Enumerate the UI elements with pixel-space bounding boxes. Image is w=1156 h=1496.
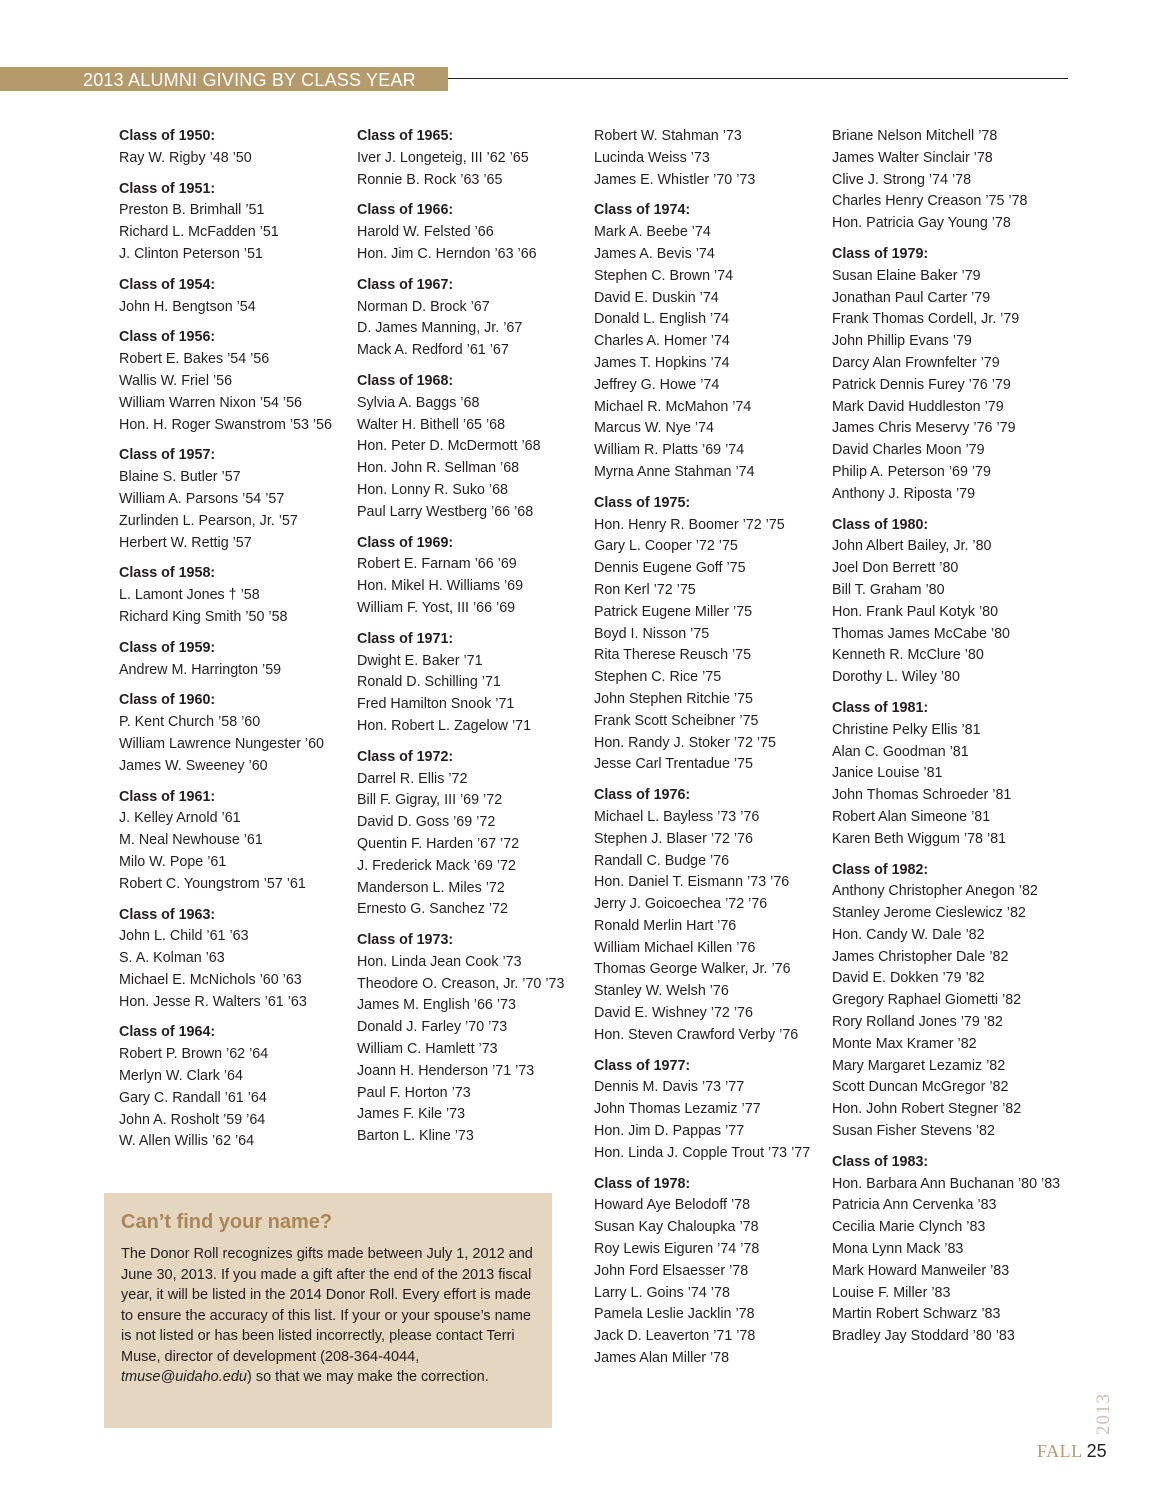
donor-name: John Phillip Evans ’79	[832, 333, 972, 350]
donor-name: Gregory Raphael Giometti ’82	[832, 992, 1022, 1009]
class-year-heading: Class of 1982:	[832, 861, 929, 878]
class-year-group	[119, 445, 351, 554]
donor-name: Preston B. Brimhall ’51	[119, 202, 265, 219]
donor-name: Hon. John Robert Stegner ’82	[832, 1101, 1022, 1118]
class-year-group	[119, 690, 351, 777]
donor-name: James T. Hopkins ’74	[594, 354, 730, 371]
donor-name: Gary C. Randall ’61 ’64	[119, 1089, 267, 1106]
donor-name: Pamela Leslie Jacklin ’78	[594, 1306, 755, 1323]
class-year-group	[357, 200, 589, 265]
donor-name: Ronald Merlin Hart ’76	[594, 917, 737, 934]
donor-name: James E. Whistler ’70 ’73	[594, 171, 756, 188]
callout-body-text: The Donor Roll recognizes gifts made between July 1, 2012 and June 30, 2013. If you made a gift after the end of the 2013 fiscal year, it will be listed in the 2014 Donor Roll. Every effort is made to ensure the accuracy of this list. If your or your spouse’s name is not listed or has been listed incorrectly, please contact Terri Muse, director of development (208-364-4044,	[121, 1246, 533, 1365]
donor-name: Dorothy L. Wiley ’80	[832, 669, 960, 686]
donor-name: Robert P. Brown ’62 ’64	[119, 1046, 269, 1063]
donor-name: Susan Kay Chaloupka ’78	[594, 1219, 759, 1236]
class-year-heading: Class of 1981:	[832, 699, 929, 716]
donor-name: Ray W. Rigby ’48 ’50	[119, 149, 252, 166]
donor-name: Charles Henry Creason ’75 ’78	[832, 193, 1028, 210]
class-year-heading: Class of 1951:	[119, 180, 216, 197]
class-year-group	[119, 126, 351, 170]
class-year-heading: Class of 1963:	[119, 906, 216, 923]
donor-name: J. Kelley Arnold ’61	[119, 810, 241, 827]
donor-name: Mark Howard Manweiler ’83	[832, 1262, 1010, 1279]
donor-name: Richard King Smith ’50 ’58	[119, 608, 288, 625]
donor-name: Mary Margaret Lezamiz ’82	[832, 1057, 1006, 1074]
donor-name: William F. Yost, III ’66 ’69	[357, 599, 516, 616]
donor-name: Bill T. Graham ’80	[832, 581, 945, 598]
donor-name: Dennis M. Davis ’73 ’77	[594, 1079, 745, 1096]
donor-name: J. Frederick Mack ’69 ’72	[357, 857, 516, 874]
donor-column-4	[832, 126, 1064, 1357]
donor-name: Donald J. Farley ’70 ’73	[357, 1019, 508, 1036]
class-year-heading: Class of 1971:	[357, 630, 454, 647]
class-year-group	[594, 1174, 826, 1370]
donor-name: Monte Max Kramer ’82	[832, 1035, 977, 1052]
header-rule	[448, 78, 1068, 79]
donor-name: David E. Duskin ’74	[594, 289, 719, 306]
page-number: 25	[1086, 1441, 1107, 1461]
class-year-group	[832, 860, 1064, 1143]
donor-name: James Chris Meservy ’76 ’79	[832, 420, 1016, 437]
donor-name: Briane Nelson Mitchell ’78	[832, 128, 998, 144]
donor-name: Kenneth R. McClure ’80	[832, 647, 984, 664]
donor-name: Cecilia Marie Clynch ’83	[832, 1219, 986, 1236]
donor-name: Jerry J. Goicoechea ’72 ’76	[594, 896, 768, 913]
donor-name: Walter H. Bithell ’65 ’68	[357, 416, 506, 433]
class-year-group	[594, 785, 826, 1047]
donor-name: John Albert Bailey, Jr. ’80	[832, 538, 992, 555]
class-year-group	[357, 371, 589, 524]
donor-name: Martin Robert Schwarz ’83	[832, 1306, 1001, 1323]
donor-name: Hon. Steven Crawford Verby ’76	[594, 1026, 799, 1043]
issue-year: 2013	[1093, 1393, 1114, 1435]
donor-name: Karen Beth Wiggum ’78 ’81	[832, 830, 1007, 847]
donor-name: William Lawrence Nungester ’60	[119, 735, 325, 752]
callout-body	[121, 1244, 536, 1388]
donor-name: Hon. Randy J. Stoker ’72 ’75	[594, 734, 776, 751]
donor-name: John Thomas Lezamiz ’77	[594, 1101, 761, 1118]
donor-name: Thomas George Walker, Jr. ’76	[594, 961, 791, 978]
donor-name: Quentin F. Harden ’67 ’72	[357, 835, 520, 852]
donor-name: William Warren Nixon ’54 ’56	[119, 394, 302, 411]
class-year-group	[832, 1152, 1064, 1348]
donor-name: Robert C. Youngstrom ’57 ’61	[119, 875, 306, 892]
donor-name: Hon. H. Roger Swanstrom ’53 ’56	[119, 416, 332, 433]
class-year-heading: Class of 1961:	[119, 788, 216, 805]
donor-name: Thomas James McCabe ’80	[832, 625, 1010, 642]
callout-body-text-end: ) so that we may make the correction.	[246, 1369, 489, 1385]
class-year-group	[357, 747, 589, 921]
class-year-heading: Class of 1958:	[119, 565, 216, 582]
class-year-heading: Class of 1973:	[357, 932, 454, 949]
class-year-heading: Class of 1967:	[357, 276, 454, 293]
donor-name: Mark A. Beebe ’74	[594, 224, 711, 241]
donor-name: Roy Lewis Eiguren ’74 ’78	[594, 1241, 760, 1258]
donor-name: Sylvia A. Baggs ’68	[357, 394, 480, 411]
donor-name: James Christopher Dale ’82	[832, 948, 1009, 965]
class-year-heading: Class of 1969:	[357, 534, 454, 551]
donor-name: Robert E. Farnam ’66 ’69	[357, 556, 517, 573]
donor-name: Jonathan Paul Carter ’79	[832, 289, 991, 306]
donor-name: Anthony J. Riposta ’79	[832, 485, 976, 502]
donor-name: L. Lamont Jones † ’58	[119, 587, 260, 604]
donor-name: Robert E. Bakes ’54 ’56	[119, 351, 270, 368]
donor-name: John Ford Elsaesser ’78	[594, 1262, 749, 1279]
donor-name: Wallis W. Friel ’56	[119, 372, 233, 389]
donor-name: Ronald D. Schilling ’71	[357, 674, 501, 691]
donor-name: M. Neal Newhouse ’61	[119, 832, 263, 849]
donor-name: Merlyn W. Clark ’64	[119, 1068, 243, 1085]
donor-name: Michael L. Bayless ’73 ’76	[594, 808, 760, 825]
donor-name: Bradley Jay Stoddard ’80 ’83	[832, 1328, 1015, 1345]
donor-name: Gary L. Cooper ’72 ’75	[594, 538, 738, 555]
donor-name: John Thomas Schroeder ’81	[832, 787, 1012, 804]
class-year-group	[119, 1022, 351, 1153]
section-title: 2013 ALUMNI GIVING BY CLASS YEAR	[83, 70, 416, 90]
donor-name: William A. Parsons ’54 ’57	[119, 490, 285, 507]
class-year-group	[119, 179, 351, 266]
donor-name: William Michael Killen ’76	[594, 939, 756, 956]
class-year-group	[832, 698, 1064, 851]
donor-name: David E. Dokken ’79 ’82	[832, 970, 985, 987]
donor-name: William R. Platts ’69 ’74	[594, 442, 745, 459]
class-year-heading: Class of 1974:	[594, 202, 691, 219]
donor-name: David E. Wishney ’72 ’76	[594, 1005, 753, 1022]
class-year-group	[357, 126, 589, 191]
donor-name: David Charles Moon ’79	[832, 442, 985, 459]
class-year-heading: Class of 1960:	[119, 692, 216, 709]
class-year-heading: Class of 1966:	[357, 202, 454, 219]
donor-name: Christine Pelky Ellis ’81	[832, 721, 981, 738]
donor-name: Andrew M. Harrington ’59	[119, 661, 282, 678]
donor-column-3	[594, 126, 826, 1379]
class-year-group	[594, 493, 826, 776]
donor-name: Paul Larry Westberg ’66 ’68	[357, 503, 534, 520]
donor-name: Randall C. Budge ’76	[594, 852, 730, 869]
donor-name: Ronnie B. Rock ’63 ’65	[357, 171, 503, 188]
donor-name: Boyd I. Nisson ’75	[594, 625, 710, 642]
donor-name: Clive J. Strong ’74 ’78	[832, 171, 972, 188]
donor-column-1	[119, 126, 351, 1162]
page-folio	[1037, 1440, 1107, 1462]
donor-name: Theodore O. Creason, Jr. ’70 ’73	[357, 975, 565, 992]
donor-name: Paul F. Horton ’73	[357, 1084, 471, 1101]
donor-name: Rita Therese Reusch ’75	[594, 647, 752, 664]
class-year-heading: Class of 1976:	[594, 787, 691, 804]
donor-name: Frank Thomas Cordell, Jr. ’79	[832, 311, 1020, 328]
donor-name: Hon. Candy W. Dale ’82	[832, 926, 985, 943]
donor-name: Robert W. Stahman ’73	[594, 128, 742, 144]
donor-name: Barton L. Kline ’73	[357, 1128, 474, 1145]
donor-name: Janice Louise ’81	[832, 765, 943, 782]
class-year-group	[594, 126, 826, 191]
donor-name: James F. Kile ’73	[357, 1106, 466, 1123]
class-year-group	[594, 1056, 826, 1165]
donor-name: Michael E. McNichols ’60 ’63	[119, 971, 302, 988]
class-year-group	[832, 126, 1064, 235]
donor-name: Dwight E. Baker ’71	[357, 652, 483, 669]
class-year-heading: Class of 1954:	[119, 276, 216, 293]
class-year-heading: Class of 1980:	[832, 516, 929, 533]
donor-name: Susan Elaine Baker ’79	[832, 267, 981, 284]
donor-name: Ron Kerl ’72 ’75	[594, 581, 696, 598]
donor-name: Bill F. Gigray, III ’69 ’72	[357, 792, 503, 809]
donor-name: Milo W. Pope ’61	[119, 853, 227, 870]
donor-name: Stanley Jerome Cieslewicz ’82	[832, 905, 1026, 922]
donor-name: Robert Alan Simeone ’81	[832, 808, 991, 825]
donor-name: Jack D. Leaverton ’71 ’78	[594, 1328, 756, 1345]
donor-name: Herbert W. Rettig ’57	[119, 534, 252, 551]
donor-name: Hon. Linda J. Copple Trout ’73 ’77	[594, 1144, 811, 1161]
donor-name: Larry L. Goins ’74 ’78	[594, 1284, 730, 1301]
class-year-heading: Class of 1978:	[594, 1175, 691, 1192]
donor-name: Myrna Anne Stahman ’74	[594, 463, 755, 480]
cant-find-name-callout	[104, 1193, 552, 1428]
donor-name: Stephen C. Brown ’74	[594, 267, 734, 284]
class-year-heading: Class of 1977:	[594, 1057, 691, 1074]
donor-name: Manderson L. Miles ’72	[357, 879, 505, 896]
class-year-heading: Class of 1972:	[357, 748, 454, 765]
class-year-heading: Class of 1964:	[119, 1024, 216, 1041]
donor-name: Jesse Carl Trentadue ’75	[594, 756, 753, 773]
class-year-heading: Class of 1956:	[119, 329, 216, 346]
donor-name: Donald L. English ’74	[594, 311, 730, 328]
donor-name: Hon. John R. Sellman ’68	[357, 460, 520, 477]
donor-name: Hon. Jim D. Pappas ’77	[594, 1123, 745, 1140]
donor-name: Anthony Christopher Anegon ’82	[832, 883, 1038, 900]
donor-column-2	[357, 126, 589, 1157]
donor-name: Scott Duncan McGregor ’82	[832, 1079, 1009, 1096]
donor-name: Dennis Eugene Goff ’75	[594, 560, 746, 577]
donor-name: Hon. Robert L. Zagelow ’71	[357, 717, 532, 734]
donor-name: Joel Don Berrett ’80	[832, 560, 959, 577]
donor-name: Hon. Daniel T. Eismann ’73 ’76	[594, 874, 790, 891]
donor-name: Howard Aye Belodoff ’78	[594, 1197, 751, 1214]
donor-name: D. James Manning, Jr. ’67	[357, 320, 523, 337]
donor-name: Joann H. Henderson ’71 ’73	[357, 1062, 535, 1079]
donor-name: Louise F. Miller ’83	[832, 1284, 951, 1301]
callout-title: Can’t find your name?	[121, 1211, 333, 1233]
donor-name: Hon. Lonny R. Suko ’68	[357, 481, 509, 498]
class-year-group	[119, 905, 351, 1014]
donor-name: Hon. Peter D. McDermott ’68	[357, 438, 541, 455]
donor-name: Hon. Jesse R. Walters ’61 ’63	[119, 993, 307, 1010]
donor-name: Hon. Patricia Gay Young ’78	[832, 215, 1011, 232]
donor-name: Richard L. McFadden ’51	[119, 224, 279, 241]
class-year-group	[357, 275, 589, 362]
donor-name: Hon. Henry R. Boomer ’72 ’75	[594, 516, 785, 533]
donor-name: Fred Hamilton Snook ’71	[357, 696, 515, 713]
donor-name: P. Kent Church ’58 ’60	[119, 714, 261, 731]
donor-name: Mack A. Redford ’61 ’67	[357, 342, 509, 359]
donor-name: Zurlinden L. Pearson, Jr. ’57	[119, 512, 298, 529]
class-year-heading: Class of 1957:	[119, 447, 216, 464]
donor-name: Susan Fisher Stevens ’82	[832, 1123, 995, 1140]
donor-name: Ernesto G. Sanchez ’72	[357, 901, 508, 918]
donor-name: John A. Rosholt ’59 ’64	[119, 1111, 266, 1128]
contact-email-link[interactable]: tmuse@uidaho.edu	[121, 1369, 247, 1385]
donor-name: James A. Bevis ’74	[594, 245, 715, 262]
donor-name: Frank Scott Scheibner ’75	[594, 712, 759, 729]
donor-name: Lucinda Weiss ’73	[594, 149, 710, 166]
donor-name: Stanley W. Welsh ’76	[594, 983, 729, 1000]
donor-name: Patricia Ann Cervenka ’83	[832, 1197, 997, 1214]
donor-name: Mark David Huddleston ’79	[832, 398, 1004, 415]
donor-name: Stephen J. Blaser ’72 ’76	[594, 830, 753, 847]
class-year-group	[357, 629, 589, 738]
donor-name: J. Clinton Peterson ’51	[119, 245, 263, 262]
donor-name: Alan C. Goodman ’81	[832, 743, 969, 760]
class-year-group	[119, 563, 351, 628]
donor-name: John Stephen Ritchie ’75	[594, 690, 753, 707]
donor-name: Marcus W. Nye ’74	[594, 420, 714, 437]
donor-name: James Walter Sinclair ’78	[832, 149, 993, 166]
donor-name: Hon. Jim C. Herndon ’63 ’66	[357, 245, 537, 262]
donor-name: William C. Hamlett ’73	[357, 1041, 498, 1058]
issue-season: FALL	[1037, 1441, 1083, 1461]
donor-name: John L. Child ’61 ’63	[119, 928, 249, 945]
donor-name: Hon. Barbara Ann Buchanan ’80 ’83	[832, 1175, 1061, 1192]
class-year-group	[357, 930, 589, 1148]
class-year-group	[119, 327, 351, 436]
donor-name: Patrick Dennis Furey ’76 ’79	[832, 376, 1011, 393]
donor-name: James Alan Miller ’78	[594, 1350, 730, 1367]
class-year-heading: Class of 1950:	[119, 128, 216, 144]
class-year-heading: Class of 1965:	[357, 128, 454, 144]
class-year-heading: Class of 1959:	[119, 639, 216, 656]
donor-name: Patrick Eugene Miller ’75	[594, 603, 753, 620]
donor-name: John H. Bengtson ’54	[119, 298, 256, 315]
donor-name: Hon. Mikel H. Williams ’69	[357, 578, 524, 595]
donor-name: Hon. Frank Paul Kotyk ’80	[832, 603, 999, 620]
donor-name: Michael R. McMahon ’74	[594, 398, 752, 415]
donor-name: Darcy Alan Frownfelter ’79	[832, 354, 1000, 371]
donor-name: Charles A. Homer ’74	[594, 333, 730, 350]
class-year-group	[832, 515, 1064, 689]
class-year-heading: Class of 1983:	[832, 1153, 929, 1170]
class-year-heading: Class of 1968:	[357, 372, 454, 389]
donor-name: Mona Lynn Mack ’83	[832, 1241, 964, 1258]
class-year-group	[832, 244, 1064, 506]
class-year-group	[594, 200, 826, 483]
class-year-heading: Class of 1979:	[832, 245, 929, 262]
donor-name: Philip A. Peterson ’69 ’79	[832, 463, 991, 480]
donor-name: Blaine S. Butler ’57	[119, 469, 241, 486]
donor-name: W. Allen Willis ’62 ’64	[119, 1133, 255, 1150]
donor-name: Rory Rolland Jones ’79 ’82	[832, 1014, 1003, 1031]
donor-name: Darrel R. Ellis ’72	[357, 770, 468, 787]
donor-name: David D. Goss ’69 ’72	[357, 814, 496, 831]
donor-name: James M. English ’66 ’73	[357, 997, 516, 1014]
class-year-group	[119, 787, 351, 896]
class-year-group	[357, 533, 589, 620]
donor-name: James W. Sweeney ’60	[119, 757, 268, 774]
donor-name: Jeffrey G. Howe ’74	[594, 376, 720, 393]
donor-name: S. A. Kolman ’63	[119, 950, 225, 967]
donor-name: Iver J. Longeteig, III ’62 ’65	[357, 149, 529, 166]
class-year-group	[119, 275, 351, 319]
class-year-heading: Class of 1975:	[594, 494, 691, 511]
class-year-group	[119, 638, 351, 682]
donor-name: Hon. Linda Jean Cook ’73	[357, 953, 522, 970]
donor-name: Harold W. Felsted ’66	[357, 224, 494, 241]
donor-name: Norman D. Brock ’67	[357, 298, 490, 315]
donor-name: Stephen C. Rice ’75	[594, 669, 722, 686]
